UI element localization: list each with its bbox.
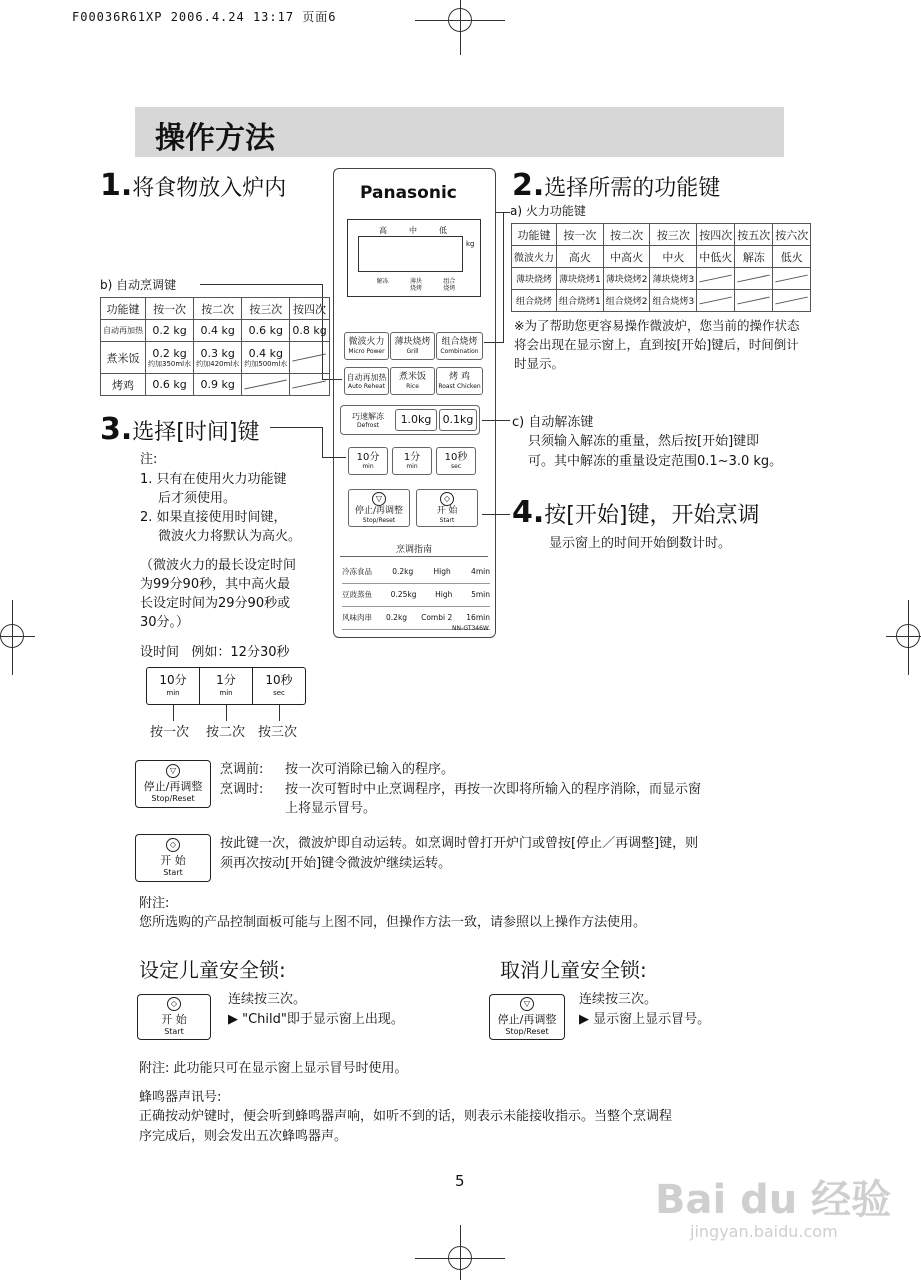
display-screen xyxy=(358,236,463,272)
table-cell: 按一次 xyxy=(557,224,604,246)
button-sublabel: sec xyxy=(450,463,462,470)
table-row xyxy=(512,246,811,268)
model-number: NN-GT346W xyxy=(452,625,489,632)
ten-min-key[interactable] xyxy=(147,674,199,700)
table-cell: 中高火 xyxy=(603,246,650,268)
micro-power-button[interactable] xyxy=(344,332,389,360)
brand-logo: Panasonic xyxy=(360,183,457,203)
table-cell: 薄块烧烤2 xyxy=(603,268,650,290)
table-cell: 薄块烧烤 xyxy=(512,268,557,290)
guide-power: High xyxy=(435,590,453,599)
table-header-row xyxy=(101,298,330,320)
stop-during-text: 上将显示冒号。 xyxy=(285,801,377,816)
leader-line xyxy=(503,212,504,342)
table-cell: 组合烧烤1 xyxy=(557,290,604,312)
kg-0-1-button[interactable]: 0.1kg xyxy=(439,409,477,431)
note-line: 1. 只有在使用火力功能键 xyxy=(140,472,287,487)
table-cell: 低火 xyxy=(773,246,811,268)
auto-table-caption: b) 自动烹调键 xyxy=(100,278,177,292)
leader-line xyxy=(226,705,227,721)
roast-chicken-button[interactable] xyxy=(436,367,483,395)
guide-name: 豆豉蒸鱼 xyxy=(342,590,372,599)
table-cell: 0.8 kg xyxy=(290,320,329,342)
display-indicator: 组合 烧烤 xyxy=(443,278,456,292)
cell-value: 0.3 kg xyxy=(200,347,235,360)
defrost-caption: c) 自动解冻键 xyxy=(512,415,594,430)
list-item xyxy=(342,561,490,584)
table-cell: 中火 xyxy=(650,246,697,268)
defrost-group xyxy=(340,405,480,435)
press-label: 按二次 xyxy=(206,725,246,740)
button-sublabel: Defrost xyxy=(357,422,379,429)
cell-value: 0.4 kg xyxy=(248,347,283,360)
registration-mark xyxy=(448,8,472,32)
table-cell: 组合烧烤 xyxy=(512,290,557,312)
button-label: 10分 xyxy=(356,452,380,463)
start-button[interactable] xyxy=(416,489,478,527)
table-row xyxy=(101,320,330,342)
watermark-logo: Bai du 经验 xyxy=(655,1177,892,1223)
rice-button[interactable] xyxy=(390,367,435,395)
leader-line xyxy=(322,457,346,458)
print-header: F00036R61XP 2006.4.24 13:17 页面6 xyxy=(72,10,337,24)
step4-desc: 显示窗上的时间开始倒数计时。 xyxy=(549,536,732,551)
step4-num: 4. xyxy=(512,495,545,530)
lock-set-text: ▶ "Child"即于显示窗上出现。 xyxy=(228,1012,404,1027)
step1-heading xyxy=(100,168,286,203)
page-title: 操作方法 xyxy=(155,121,275,156)
button-sublabel: min xyxy=(406,463,418,470)
stop-reset-key[interactable] xyxy=(489,994,565,1040)
guide-name: 风味肉串 xyxy=(342,613,372,622)
table-cell xyxy=(146,342,194,374)
key-sublabel: min xyxy=(166,689,180,697)
key-label: 1分 xyxy=(216,673,236,687)
note-line: 30分。） xyxy=(140,615,190,630)
display-indicator: 低 xyxy=(439,226,447,235)
notes-head: 注: xyxy=(140,452,158,467)
step4-heading xyxy=(512,495,759,530)
defrost-desc: 可。其中解冻的重量设定范围0.1~3.0 kg。 xyxy=(528,454,783,469)
key-label: 开 始 xyxy=(161,1013,187,1026)
leader-line xyxy=(322,427,323,457)
button-label: 烤 鸡 xyxy=(449,372,470,382)
list-item xyxy=(342,584,490,607)
table-cell: 按二次 xyxy=(603,224,650,246)
table-cell: 薄块烧烤3 xyxy=(650,268,697,290)
defrost-button[interactable] xyxy=(344,411,392,429)
step1-num: 1. xyxy=(100,168,133,203)
table-cell: 0.9 kg xyxy=(194,374,242,396)
display-window xyxy=(347,219,481,297)
step3-label: 选择[时间]键 xyxy=(132,420,260,445)
button-label: 10秒 xyxy=(444,452,468,463)
start-icon: ◇ xyxy=(166,838,180,852)
note-line: 为99分90秒，其中高火最 xyxy=(140,577,291,592)
guide-weight: 0.25kg xyxy=(390,590,417,599)
table-cell: 高火 xyxy=(557,246,604,268)
button-label: 组合烧烤 xyxy=(441,337,478,347)
registration-mark xyxy=(448,1246,472,1270)
table-cell-dash xyxy=(697,290,735,312)
example-label: 设时间 例如：12分30秒 xyxy=(140,645,290,660)
button-label: 薄块烧烤 xyxy=(394,337,431,347)
leader-line xyxy=(279,705,280,721)
registration-mark xyxy=(896,624,920,648)
leader-line xyxy=(482,420,510,421)
table-cell-dash xyxy=(290,374,329,396)
table-cell: 薄块烧烤1 xyxy=(557,268,604,290)
button-label: 微波火力 xyxy=(348,337,385,347)
step3-num: 3. xyxy=(100,412,133,447)
note-line: 长设定时间为29分90秒或 xyxy=(140,596,291,611)
defrost-desc: 只须输入解冻的重量，然后按[开始]键即 xyxy=(528,434,760,449)
button-sublabel: Stop/Reset xyxy=(362,517,396,524)
cell-sub: 约加500ml水 xyxy=(244,360,288,368)
step2-label: 选择所需的功能键 xyxy=(544,176,721,201)
cell-value: 0.2 kg xyxy=(152,347,187,360)
leader-line xyxy=(270,427,322,428)
table-cell: 按一次 xyxy=(146,298,194,320)
table-cell: 0.2 kg xyxy=(146,320,194,342)
stop-icon: ▽ xyxy=(520,997,534,1011)
table-cell-dash xyxy=(697,268,735,290)
guide-time: 5min xyxy=(471,590,490,599)
stop-icon: ▽ xyxy=(372,492,386,506)
table-cell xyxy=(194,342,242,374)
start-text: 须再次按动[开始]键令微波炉继续运转。 xyxy=(220,856,452,871)
button-sublabel: Rice xyxy=(406,383,419,390)
stop-reset-key[interactable] xyxy=(135,760,211,808)
registration-mark xyxy=(0,624,24,648)
key-sublabel: min xyxy=(219,689,233,697)
guide-time: 4min xyxy=(471,567,490,576)
display-indicator: 解冻 xyxy=(376,278,389,285)
ten-sec-key[interactable] xyxy=(253,674,305,700)
key-sublabel: Start xyxy=(164,1027,184,1036)
table-row xyxy=(512,290,811,312)
button-sublabel: Auto Reheat xyxy=(348,383,385,390)
display-indicator: 薄块 烧烤 xyxy=(409,278,422,292)
key-label: 停止/再调整 xyxy=(143,780,203,793)
key-sublabel: sec xyxy=(273,689,285,697)
press-label: 按三次 xyxy=(258,725,298,740)
guide-power: Combi 2 xyxy=(421,613,453,622)
title-banner xyxy=(135,107,784,157)
table-cell: 解冻 xyxy=(735,246,773,268)
step3-heading xyxy=(100,412,259,447)
table-cell: 按四次 xyxy=(697,224,735,246)
stop-icon: ▽ xyxy=(166,764,180,778)
guide-weight: 0.2kg xyxy=(392,567,414,576)
table-cell-dash xyxy=(773,290,811,312)
display-indicator: 中 xyxy=(409,226,417,235)
start-text: 按此键一次，微波炉即自动运转。如烹调时曾打开炉门或曾按[停止／再调整]键，则 xyxy=(220,836,699,851)
table-cell: 按三次 xyxy=(242,298,290,320)
button-label: 开 始 xyxy=(436,506,458,516)
button-label: 自动再加热 xyxy=(346,373,387,382)
start-key[interactable] xyxy=(137,994,211,1040)
table-cell-dash xyxy=(735,268,773,290)
power-table xyxy=(511,223,811,312)
button-sublabel: Micro Power xyxy=(348,348,385,355)
display-indicator: 高 xyxy=(379,226,387,235)
table-cell: 组合烧烤2 xyxy=(603,290,650,312)
key-label: 10分 xyxy=(159,673,187,687)
table-cell: 0.4 kg xyxy=(194,320,242,342)
table-cell xyxy=(242,342,290,374)
table-cell: 0.6 kg xyxy=(146,374,194,396)
button-label: 1分 xyxy=(403,452,421,463)
note-line: 2. 如果直接使用时间键， xyxy=(140,510,287,525)
buzzer-text: 序完成后，则会发出五次蜂鸣器声。 xyxy=(139,1129,348,1144)
table-cell-dash xyxy=(242,374,290,396)
step1-label: 将食物放入炉内 xyxy=(132,176,287,201)
table-cell: 按四次 xyxy=(290,298,329,320)
guide-name: 冷冻食品 xyxy=(342,567,372,576)
leader-line xyxy=(200,284,322,285)
button-sublabel: Grill xyxy=(406,348,419,355)
stop-before-text: 按一次可消除已输入的程序。 xyxy=(285,762,455,777)
table-row xyxy=(512,268,811,290)
power-note: ※为了帮助您更容易操作微波炉，您当前的操作状态将会出现在显示窗上，直到按[开始]键后，时间倒计时显示。 xyxy=(514,318,800,371)
key-label: 开 始 xyxy=(160,854,186,867)
lock-set-text: 连续按三次。 xyxy=(228,992,307,1007)
kg-1-button[interactable]: 1.0kg xyxy=(395,409,437,431)
stop-reset-button[interactable] xyxy=(348,489,410,527)
lock-cancel-text: ▶ 显示窗上显示冒号。 xyxy=(579,1012,711,1027)
grill-button[interactable] xyxy=(390,332,435,360)
guide-power: High xyxy=(433,567,451,576)
key-sublabel: Start xyxy=(163,868,183,877)
note-line: 后才须使用。 xyxy=(158,491,237,506)
table-cell: 烤鸡 xyxy=(101,374,146,396)
page-number: 5 xyxy=(455,1172,465,1190)
button-label: 煮米饭 xyxy=(398,372,426,382)
key-sublabel: Stop/Reset xyxy=(151,794,195,803)
stop-during-label: 烹调时: xyxy=(220,782,264,797)
start-icon: ◇ xyxy=(167,997,181,1011)
button-sublabel: min xyxy=(362,463,374,470)
table-cell: 煮米饭 xyxy=(101,342,146,374)
step4-label: 按[开始]键，开始烹调 xyxy=(544,503,760,528)
control-panel xyxy=(333,168,496,638)
time-keys-example xyxy=(146,667,306,705)
table-cell: 中低火 xyxy=(697,246,735,268)
ten-min-button[interactable] xyxy=(348,447,388,475)
key-label: 10秒 xyxy=(265,673,293,687)
start-icon: ◇ xyxy=(440,492,454,506)
guide-weight: 0.2kg xyxy=(386,613,408,622)
table-cell: 按六次 xyxy=(773,224,811,246)
press-label: 按一次 xyxy=(150,725,190,740)
button-label: 停止/再调整 xyxy=(354,506,404,516)
power-table-caption: a) 火力功能键 xyxy=(510,204,586,218)
guide-list xyxy=(342,561,490,630)
step2-heading xyxy=(512,168,720,203)
note-line: 微波火力将默认为高火。 xyxy=(158,529,302,544)
table-cell: 功能键 xyxy=(101,298,146,320)
watermark-url: jingyan.baidu.com xyxy=(690,1222,838,1241)
key-sublabel: Stop/Reset xyxy=(505,1027,549,1036)
lock-set-title: 设定儿童安全锁: xyxy=(139,958,286,982)
cell-sub: 约加420ml水 xyxy=(196,360,240,368)
table-cell-dash xyxy=(773,268,811,290)
combination-button[interactable] xyxy=(436,332,483,360)
guide-time: 16min xyxy=(466,613,490,622)
guide-title: 烹调指南 xyxy=(395,545,432,555)
button-label: 巧速解冻 xyxy=(352,412,384,421)
button-sublabel: Roast Chicken xyxy=(438,383,481,390)
leader-line xyxy=(482,514,510,515)
buzzer-text: 正确按动炉键时，便会听到蜂鸣器声响，如听不到的话，则表示未能接收指示。当整个烹调程 xyxy=(139,1109,673,1124)
stop-during-text: 按一次可暂时中止烹调程序，再按一次即将所输入的程序消除，而显示窗 xyxy=(285,782,702,797)
table-cell: 按五次 xyxy=(735,224,773,246)
leader-line xyxy=(173,705,174,721)
lock-cancel-text: 连续按三次。 xyxy=(579,992,658,1007)
button-sublabel: Combination xyxy=(440,348,479,355)
appendix-head: 附注: xyxy=(139,896,170,911)
table-cell: 组合烧烤3 xyxy=(650,290,697,312)
note-line: （微波火力的最长设定时间 xyxy=(140,558,297,573)
step2-num: 2. xyxy=(512,168,545,203)
key-label: 停止/再调整 xyxy=(497,1013,557,1026)
table-cell-dash xyxy=(735,290,773,312)
divider xyxy=(340,556,488,557)
table-row xyxy=(101,374,330,396)
lock-cancel-title: 取消儿童安全锁: xyxy=(500,958,647,982)
appendix-text: 您所选购的产品控制面板可能与上图不同，但操作方法一致，请参照以上操作方法使用。 xyxy=(139,915,647,930)
cell-sub: 约加350ml水 xyxy=(148,360,192,368)
appendix2: 附注: 此功能只可在显示窗上显示冒号时使用。 xyxy=(139,1061,408,1076)
table-cell: 自动再加热 xyxy=(101,320,146,342)
ten-sec-button[interactable] xyxy=(436,447,476,475)
table-cell: 功能键 xyxy=(512,224,557,246)
buzzer-head: 蜂鸣器声讯号: xyxy=(139,1090,222,1105)
auto-reheat-button[interactable] xyxy=(344,367,389,395)
button-sublabel: Start xyxy=(439,517,455,524)
table-cell: 微波火力 xyxy=(512,246,557,268)
auto-table xyxy=(100,297,330,396)
table-cell: 0.6 kg xyxy=(242,320,290,342)
start-key[interactable] xyxy=(135,834,211,882)
one-min-key[interactable] xyxy=(200,674,252,700)
table-header-row xyxy=(512,224,811,246)
stop-before-label: 烹调前: xyxy=(220,762,264,777)
table-cell: 按二次 xyxy=(194,298,242,320)
table-row xyxy=(101,342,330,374)
display-kg: kg xyxy=(466,240,475,248)
table-cell-dash xyxy=(290,342,329,374)
table-cell: 按三次 xyxy=(650,224,697,246)
one-min-button[interactable] xyxy=(392,447,432,475)
